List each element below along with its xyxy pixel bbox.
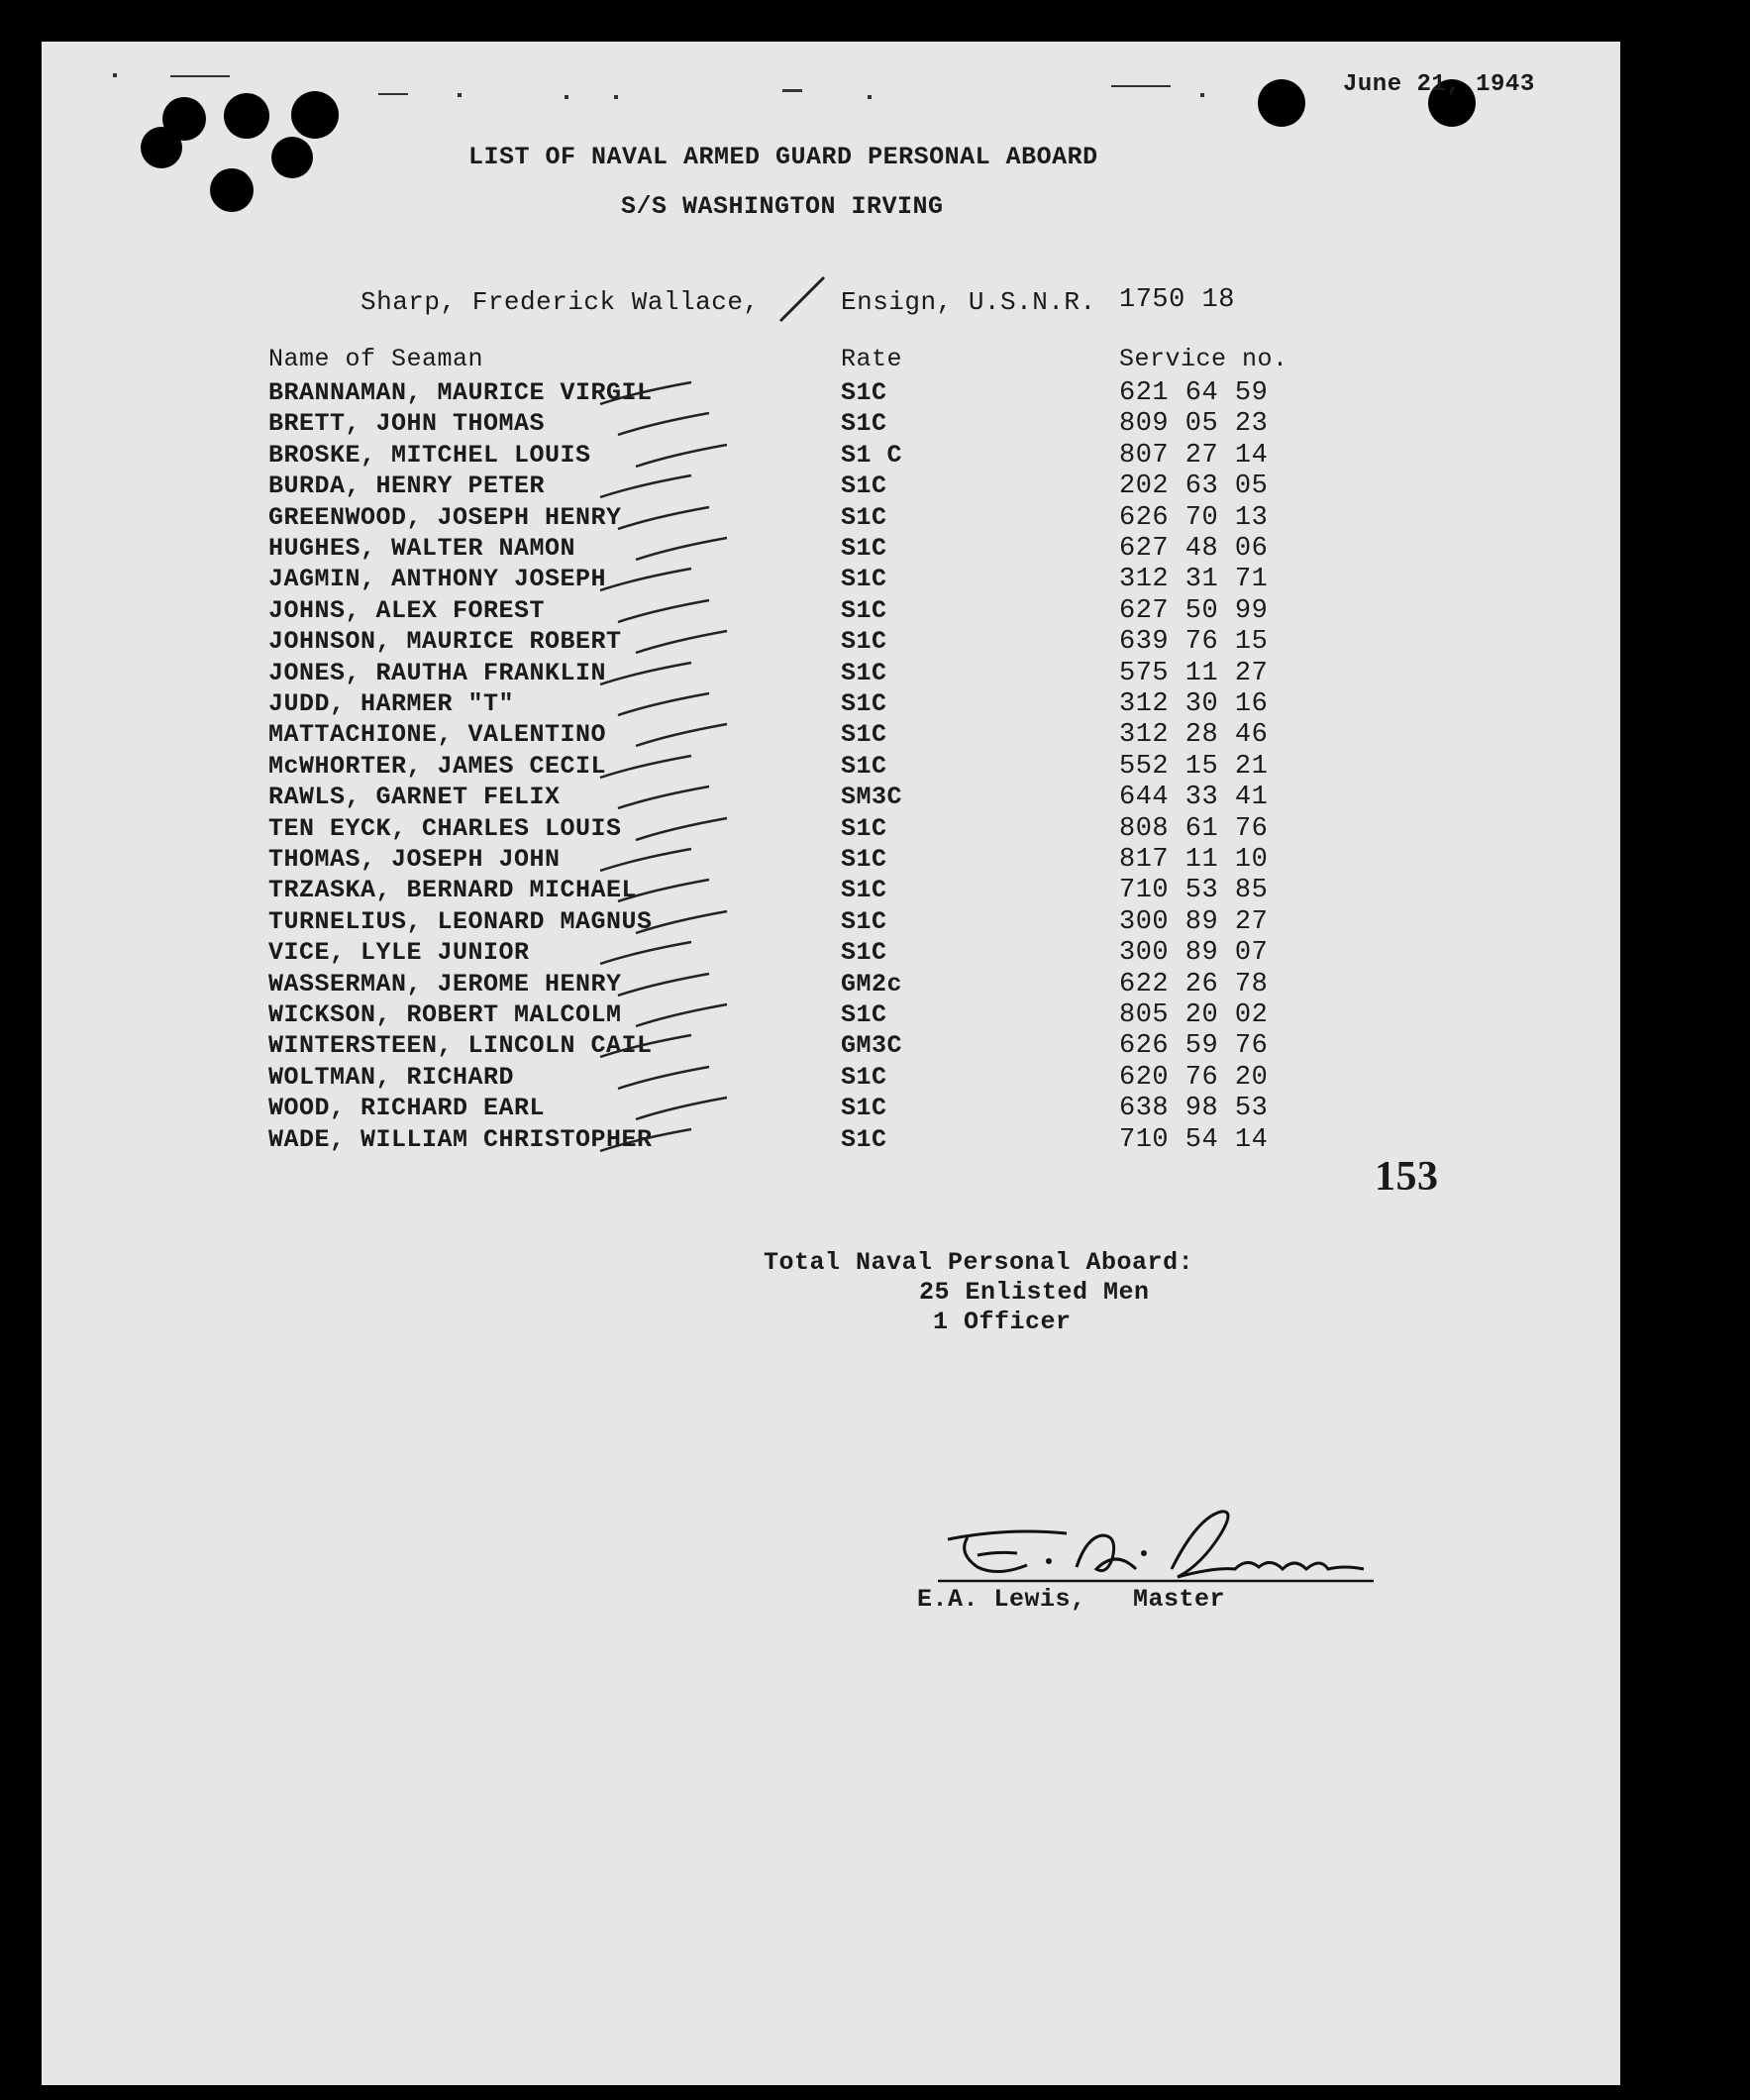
check-mark-icon (614, 1063, 723, 1095)
seaman-name: HUGHES, WALTER NAMON (268, 534, 576, 563)
seaman-service-number: 805 20 02 (1119, 1000, 1269, 1030)
seaman-name: BRETT, JOHN THOMAS (268, 409, 546, 439)
seaman-service-number: 807 27 14 (1119, 440, 1269, 471)
column-header-rate: Rate (841, 345, 903, 373)
check-mark-icon (596, 565, 705, 596)
ship-name: S/S WASHINGTON IRVING (621, 192, 944, 221)
seaman-service-number: 710 53 85 (1119, 876, 1269, 906)
seaman-service-number: 809 05 23 (1119, 409, 1269, 440)
table-row (42, 814, 1620, 845)
punch-hole (224, 93, 269, 139)
check-mark-icon (632, 720, 741, 752)
seaman-service-number: 638 98 53 (1119, 1094, 1269, 1124)
seaman-service-number: 710 54 14 (1119, 1124, 1269, 1155)
seaman-rate: S1C (841, 1094, 887, 1123)
seaman-service-number: 626 70 13 (1119, 502, 1269, 533)
speck (565, 95, 568, 99)
check-mark-icon (596, 378, 705, 410)
check-mark-icon (596, 472, 705, 503)
seaman-rate: S1C (841, 813, 887, 843)
check-mark-icon (596, 938, 705, 970)
table-row (42, 659, 1620, 689)
seaman-rate: S1C (841, 845, 887, 874)
check-mark-icon (632, 534, 741, 566)
seaman-rate: S1C (841, 906, 887, 936)
seaman-name: TRZASKA, BERNARD MICHAEL (268, 876, 638, 905)
table-row (42, 503, 1620, 534)
table-row (42, 1000, 1620, 1031)
seaman-name: JAGMIN, ANTHONY JOSEPH (268, 565, 607, 594)
document-title: LIST OF NAVAL ARMED GUARD PERSONAL ABOARD (468, 143, 1098, 171)
speck (1200, 93, 1204, 97)
officer-service-number: 1750 18 (1119, 285, 1235, 315)
seaman-rate: S1C (841, 938, 887, 968)
check-mark-icon (614, 876, 723, 907)
check-mark-icon (596, 752, 705, 784)
seaman-name: WASSERMAN, JEROME HENRY (268, 969, 622, 998)
table-row (42, 627, 1620, 658)
speck (782, 89, 802, 92)
table-row (42, 938, 1620, 969)
table-row (42, 596, 1620, 627)
seaman-rate: S1C (841, 627, 887, 657)
table-row (42, 441, 1620, 472)
speck (170, 75, 230, 77)
seaman-name: WOLTMAN, RICHARD (268, 1062, 515, 1092)
seaman-service-number: 621 64 59 (1119, 378, 1269, 408)
column-header-service: Service no. (1119, 345, 1288, 373)
check-mark-icon (614, 409, 723, 441)
table-row (42, 876, 1620, 906)
seaman-name: JOHNS, ALEX FOREST (268, 595, 546, 625)
check-mark-icon (774, 271, 830, 327)
seaman-service-number: 312 31 71 (1119, 565, 1269, 595)
seaman-service-number: 627 48 06 (1119, 534, 1269, 564)
seaman-name: TURNELIUS, LEONARD MAGNUS (268, 906, 653, 936)
check-mark-icon (632, 814, 741, 846)
seaman-rate: S1 C (841, 440, 903, 470)
table-row (42, 409, 1620, 440)
seaman-name: GREENWOOD, JOSEPH HENRY (268, 502, 622, 532)
check-mark-icon (614, 596, 723, 628)
seaman-service-number: 620 76 20 (1119, 1062, 1269, 1093)
table-row (42, 1125, 1620, 1156)
seaman-rate: S1C (841, 876, 887, 905)
seaman-service-number: 300 89 07 (1119, 938, 1269, 969)
check-mark-icon (614, 970, 723, 1001)
seaman-rate: S1C (841, 409, 887, 439)
check-mark-icon (614, 783, 723, 814)
speck (868, 95, 872, 99)
seaman-name: BURDA, HENRY PETER (268, 472, 546, 501)
seaman-name: WOOD, RICHARD EARL (268, 1094, 546, 1123)
seaman-rate: S1C (841, 534, 887, 563)
seaman-name: JONES, RAUTHA FRANKLIN (268, 658, 607, 687)
check-mark-icon (596, 845, 705, 877)
signature-title: Master (1133, 1585, 1226, 1614)
seaman-rate: S1C (841, 1000, 887, 1029)
check-mark-icon (632, 441, 741, 472)
table-row (42, 534, 1620, 565)
table-row (42, 907, 1620, 938)
seaman-name: BRANNAMAN, MAURICE VIRGIL (268, 378, 653, 407)
seaman-name: TEN EYCK, CHARLES LOUIS (268, 813, 622, 843)
seaman-name: WADE, WILLIAM CHRISTOPHER (268, 1124, 653, 1154)
table-row (42, 970, 1620, 1000)
seaman-rate: S1C (841, 595, 887, 625)
seaman-name: WINTERSTEEN, LINCOLN CAIL (268, 1031, 653, 1061)
document-page (42, 42, 1620, 2085)
document-date: June 21, 1943 (1343, 71, 1535, 98)
totals-enlisted: 25 Enlisted Men (919, 1278, 1150, 1307)
totals-label: Total Naval Personal Aboard: (764, 1248, 1194, 1277)
seaman-name: MATTACHIONE, VALENTINO (268, 720, 607, 750)
check-mark-icon (614, 689, 723, 721)
table-row (42, 1031, 1620, 1062)
speck (113, 73, 117, 77)
signature-typed-name: E.A. Lewis, (917, 1585, 1086, 1614)
check-mark-icon (596, 659, 705, 690)
seaman-rate: S1C (841, 751, 887, 781)
seaman-name: VICE, LYLE JUNIOR (268, 938, 530, 968)
page-number: 153 (1375, 1154, 1439, 1200)
seaman-rate: S1C (841, 1124, 887, 1154)
seaman-name: RAWLS, GARNET FELIX (268, 783, 561, 812)
seaman-service-number: 202 63 05 (1119, 472, 1269, 502)
seaman-service-number: 312 30 16 (1119, 689, 1269, 719)
seaman-name: THOMAS, JOSEPH JOHN (268, 845, 561, 874)
officer-name: Sharp, Frederick Wallace, (360, 287, 760, 317)
punch-hole (271, 137, 313, 178)
check-mark-icon (614, 503, 723, 535)
seaman-service-number: 575 11 27 (1119, 658, 1269, 688)
seaman-rate: S1C (841, 472, 887, 501)
speck (1111, 85, 1171, 87)
check-mark-icon (596, 1125, 705, 1157)
seaman-rate: GM3C (841, 1031, 903, 1061)
seaman-service-number: 312 28 46 (1119, 720, 1269, 751)
punch-hole (1258, 79, 1305, 127)
officer-rank: Ensign, U.S.N.R. (841, 287, 1096, 317)
totals-officers: 1 Officer (933, 1308, 1072, 1336)
table-row (42, 1063, 1620, 1094)
check-mark-icon (632, 1000, 741, 1032)
table-row (42, 565, 1620, 595)
seaman-name: JOHNSON, MAURICE ROBERT (268, 627, 622, 657)
seaman-rate: S1C (841, 720, 887, 750)
seaman-rate: S1C (841, 502, 887, 532)
seaman-rate: S1C (841, 658, 887, 687)
seaman-rate: S1C (841, 1062, 887, 1092)
seaman-name: JUDD, HARMER "T" (268, 689, 515, 718)
punch-hole (141, 127, 182, 168)
seaman-rate: SM3C (841, 783, 903, 812)
seaman-service-number: 644 33 41 (1119, 783, 1269, 813)
table-row (42, 720, 1620, 751)
check-mark-icon (632, 907, 741, 939)
seaman-service-number: 817 11 10 (1119, 845, 1269, 875)
seaman-service-number: 622 26 78 (1119, 969, 1269, 999)
seaman-name: McWHORTER, JAMES CECIL (268, 751, 607, 781)
table-row (42, 752, 1620, 783)
check-mark-icon (632, 1094, 741, 1125)
table-row (42, 378, 1620, 409)
seaman-service-number: 639 76 15 (1119, 627, 1269, 658)
seaman-name: BROSKE, MITCHEL LOUIS (268, 440, 591, 470)
seaman-service-number: 627 50 99 (1119, 595, 1269, 626)
table-row (42, 783, 1620, 813)
seaman-rate: S1C (841, 689, 887, 718)
speck (378, 93, 408, 95)
table-row (42, 689, 1620, 720)
seaman-service-number: 552 15 21 (1119, 751, 1269, 782)
punch-hole (210, 168, 254, 212)
seaman-name: WICKSON, ROBERT MALCOLM (268, 1000, 622, 1029)
check-mark-icon (596, 1031, 705, 1063)
speck (614, 95, 618, 99)
table-row (42, 845, 1620, 876)
speck (458, 93, 462, 97)
table-row (42, 1094, 1620, 1124)
seaman-service-number: 626 59 76 (1119, 1031, 1269, 1062)
table-row (42, 472, 1620, 502)
seaman-rate: S1C (841, 565, 887, 594)
seaman-service-number: 300 89 27 (1119, 906, 1269, 937)
seaman-rate: GM2c (841, 969, 903, 998)
column-header-name: Name of Seaman (268, 345, 484, 373)
seaman-rate: S1C (841, 378, 887, 407)
punch-hole (291, 91, 339, 139)
check-mark-icon (632, 627, 741, 659)
seaman-service-number: 808 61 76 (1119, 813, 1269, 844)
